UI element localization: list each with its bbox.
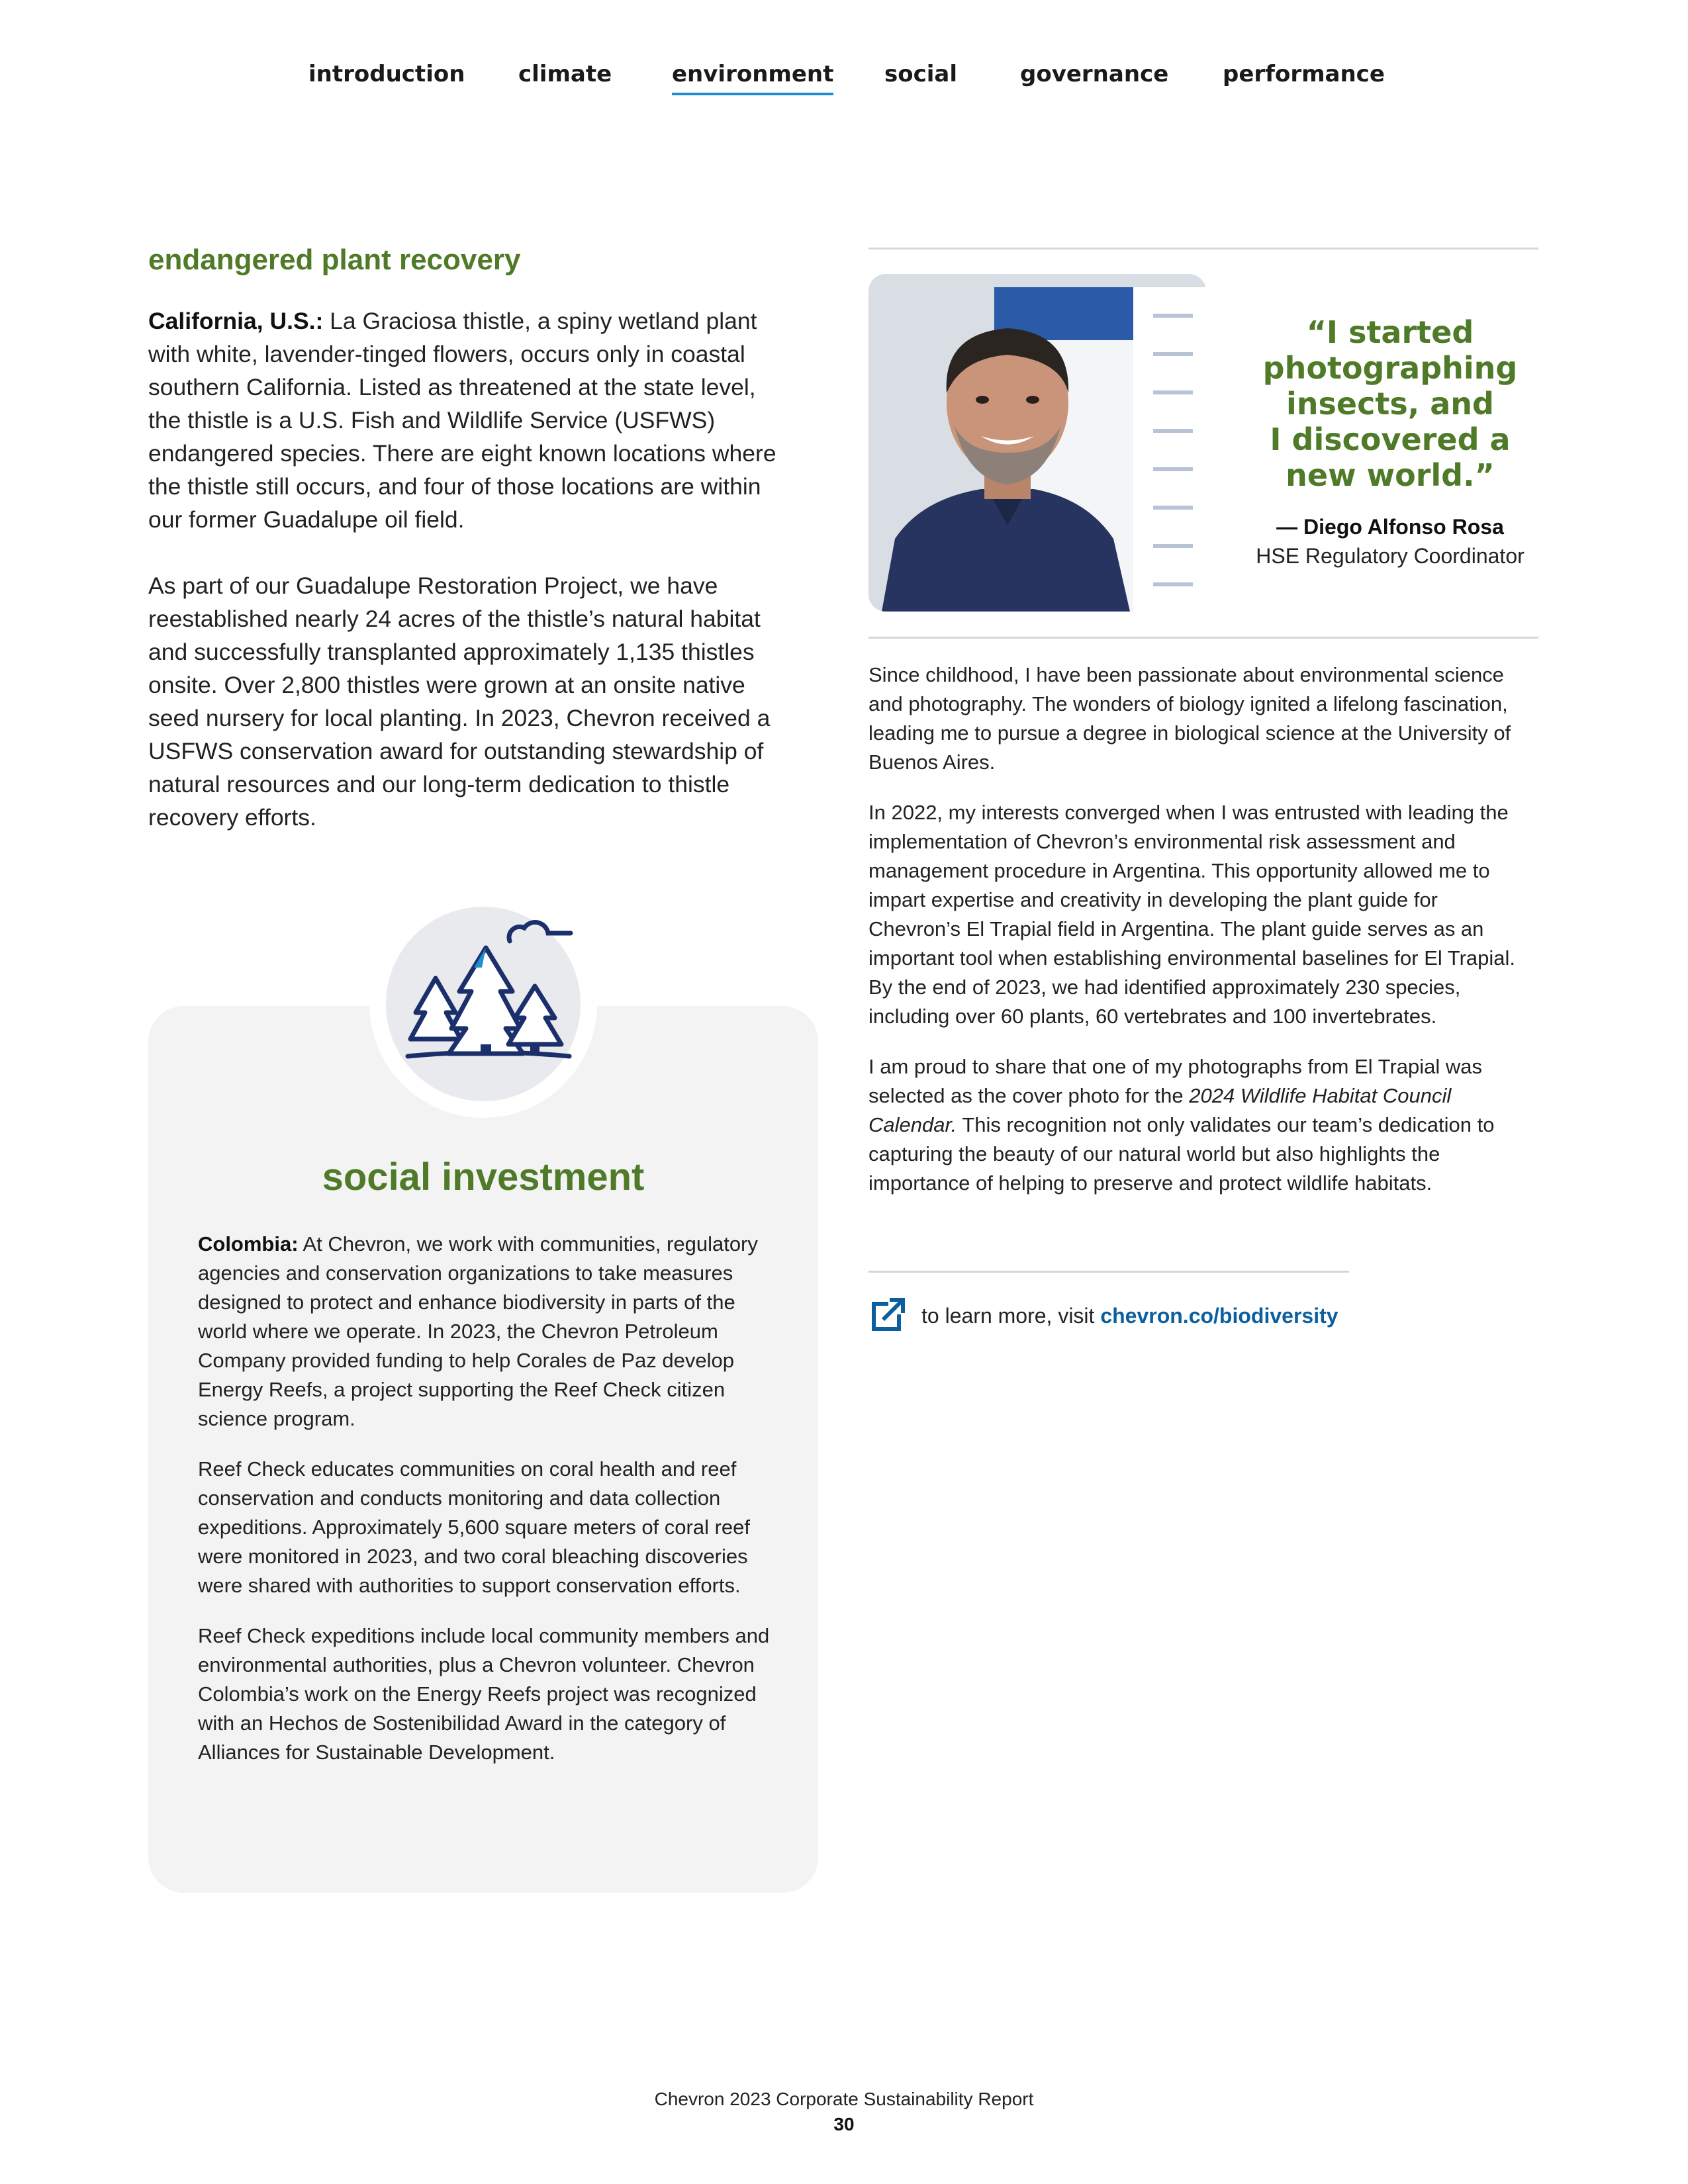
top-navigation xyxy=(0,61,1688,107)
plant-recovery-paragraph-2: As part of our Guadalupe Restoration Project, we have reestablished nearly 24 acres of the thistle’s natural habitat and successfully transplanted approximately 1,135 thistles onsite. Over 2,800 thistles were grown at an onsite native seed nursery for local planting. In 2023, Chevron received a USFWS conservation award for outstanding stewardship of natural resources and our long-term dedication to thistle recovery efforts. xyxy=(148,572,771,831)
location-label-california: California, U.S.: xyxy=(148,308,324,334)
quote-attribution-name: — Diego Alfonso Rosa xyxy=(1276,515,1504,539)
footer-report-title: Chevron 2023 Corporate Sustainability Report xyxy=(654,2089,1034,2109)
forest-trees-icon xyxy=(396,907,581,1079)
learn-more-text: to learn more, visit chevron.co/biodiversity xyxy=(921,1304,1338,1328)
divider-learn-more xyxy=(868,1271,1349,1273)
story-paragraph-2: In 2022, my interests converged when I was entrusted with leading the implementation of Chevron’s environmental risk assessment and management procedure in Argentina. This opportunity allowed me to impart expertise and creativity in developing the plant guide for Chevron’s El Trapial field in Argentina. The plant guide serves as an important tool when establishing environmental baselines for El Trapial. By the end of 2023, we had identified approximately 230 species, including over 60 plants, 60 vertebrates and 100 invertebrates. xyxy=(868,801,1516,1028)
social-investment-paragraph-1: Colombia: At Chevron, we work with communities, regulatory agencies and conservation organizations to take measures designed to protect and enhance biodiversity in parts of the world where we operate. In 2023, the Chevron Petroleum Company provided funding to help Corales de Paz develop Energy Reefs, a project supporting the Reef Check citizen science program. xyxy=(198,1232,758,1430)
section-title-social-investment: social investment xyxy=(322,1156,645,1199)
tab-governance[interactable]: governance xyxy=(1020,61,1169,87)
divider-top xyxy=(868,248,1538,250)
tab-introduction[interactable]: introduction xyxy=(308,61,465,87)
section-title-plant-recovery: endangered plant recovery xyxy=(148,244,521,276)
quote-attribution-role: HSE Regulatory Coordinator xyxy=(1256,544,1524,568)
social-investment-paragraph-3: Reef Check expeditions include local community members and environmental authorities, plus a Chevron volunteer. Chevron Colombia’s work on the Energy Reefs project was recognized with an Hechos de Sostenibilidad Award in the category of Alliances for Sustainable Development. xyxy=(198,1624,770,1764)
tab-climate[interactable]: climate xyxy=(518,61,612,87)
location-label-colombia: Colombia: xyxy=(198,1232,299,1255)
employee-photo xyxy=(868,274,1206,612)
plant-recovery-paragraph-1: California, U.S.: La Graciosa thistle, a spiny wetland plant with white, lavender-tinged flowers, occurs only in coastal southern California. Listed as threatened at the state level, the thistle is a U.S. Fish and Wildlife Service (USFWS) endangered species. There are eight known locations where the thistle still occurs, and four of those locations are within our former Guadalupe oil field. xyxy=(148,308,776,533)
divider-middle xyxy=(868,637,1538,639)
pull-quote: “I started photographing insects, and I discovered a new world.” xyxy=(1262,314,1518,493)
social-investment-body xyxy=(198,1230,780,1788)
plant-recovery-body xyxy=(148,304,790,867)
story-paragraph-1: Since childhood, I have been passionate about environmental science and photography. The wonders of biology ignited a lifelong fascination, leading me to pursue a degree in biological science at the University of Buenos Aires. xyxy=(868,663,1511,774)
story-paragraph-3: I am proud to share that one of my photographs from El Trapial was selected as the cover photo for the 2024 Wildlife Habitat Council Calendar. This recognition not only validates our team’s dedication to capturing the beauty of our natural world but also highlights the importance of helping to preserve and protect wildlife habitats. xyxy=(868,1055,1495,1195)
tab-environment[interactable]: environment xyxy=(672,61,833,95)
tab-social[interactable]: social xyxy=(884,61,958,87)
social-investment-paragraph-2: Reef Check educates communities on coral health and reef conservation and conducts monitoring and data collection expeditions. Approximately 5,600 square meters of coral reef were monitored in 2023, and two coral bleaching discoveries were shared with authorities to support conservation efforts. xyxy=(198,1457,751,1597)
page-number: 30 xyxy=(833,2114,855,2134)
tab-performance[interactable]: performance xyxy=(1223,61,1385,87)
external-link-icon[interactable] xyxy=(868,1297,906,1334)
calendar-title: 2024 Wildlife Habitat Council Calendar. xyxy=(868,1084,1452,1136)
learn-more xyxy=(868,1297,1398,1337)
employee-story xyxy=(868,660,1530,1219)
biodiversity-link[interactable]: chevron.co/biodiversity xyxy=(1100,1304,1338,1328)
